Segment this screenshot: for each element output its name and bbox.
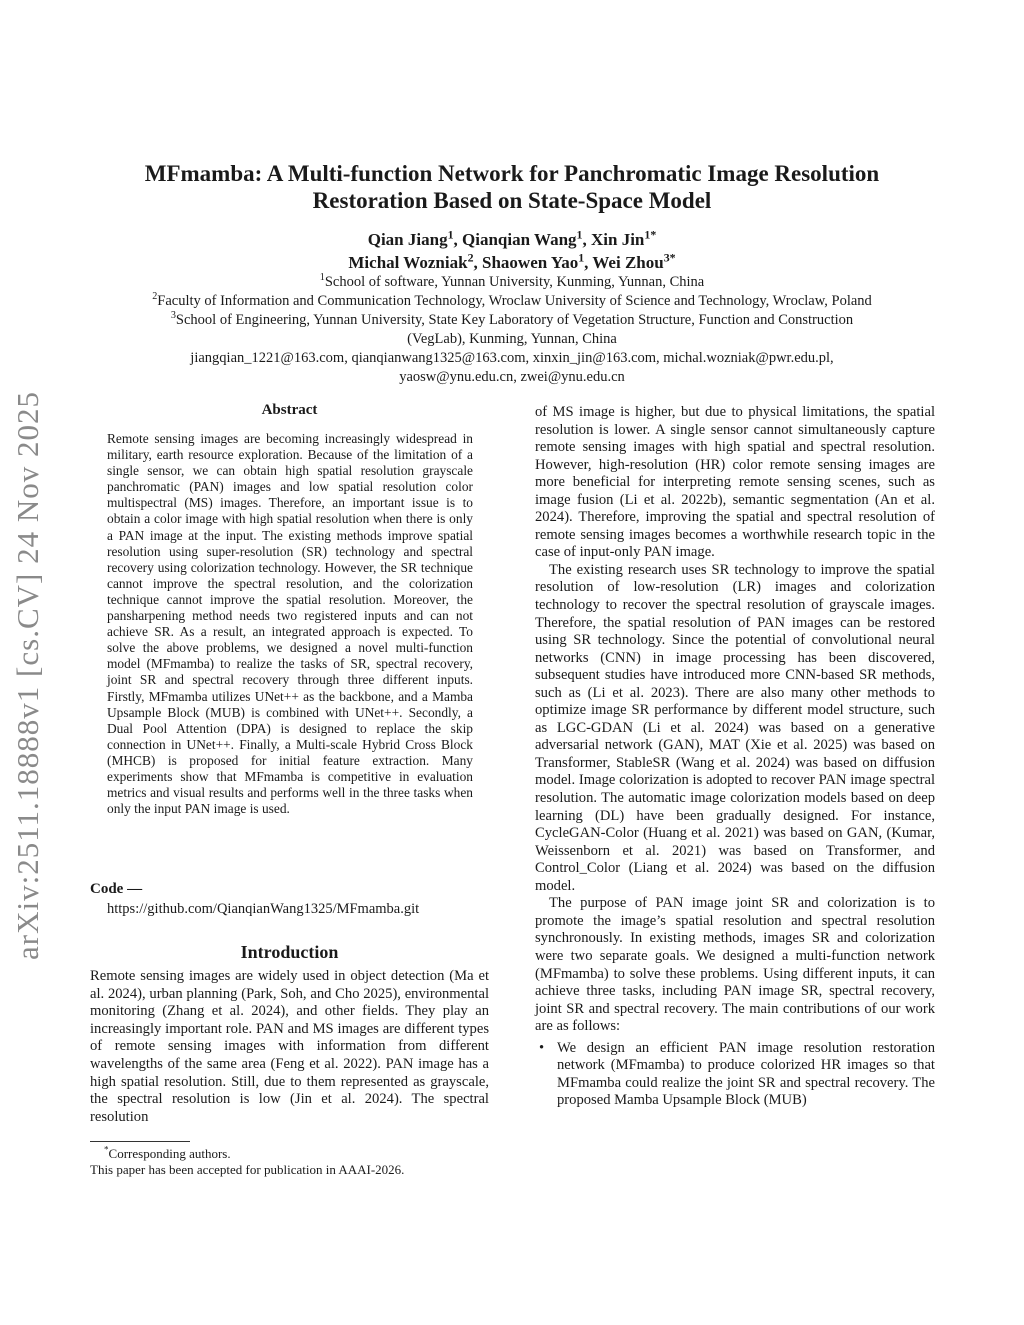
affiliation-1: $^1$School of software, Yunnan University, Kunming, Yunnan, China <box>319 272 705 290</box>
author-emails-1: jiangqian_1221@163.com, qianqianwang1325@163.com, xinxin_jin@163.com, michal.wozniak@pwr.edu.pl, <box>190 350 834 366</box>
paper-title <box>60 160 964 214</box>
contribution-bullet <box>535 1040 935 1110</box>
abstract-body: Remote sensing images are becoming increasingly widespread in military, earth resource exploration. Because of the limitation of a single sensor, we can obtain high spatial resolution grayscale panchromatic (PAN) images and low spatial resolution color multispectral (MS) images. Therefore, an important issue is to obtain a color image with high spatial resolution when there is only a PAN image at the input. The existing methods improve spatial resolution using super-resolution (SR) technology and spectral recovery using colorization technology. However, the SR technique cannot improve the spectral resolution, and the colorization technique cannot improve the spatial resolution. Moreover, the pansharpening method needs two registered inputs and can not achieve SR. As a result, an integrated approach is expected. To solve the above problems, we designed a novel multi-function model (MFmamba) to realize the tasks of SR, spectral recovery, joint SR and spectral recovery through three different inputs. Firstly, MFmamba utilizes UNet++ as the backbone, and a Mamba Upsample Block (MUB) is combined with UNet++. Secondly, a Dual Pool Attention (DPA) is designed to replace the skip connection in UNet++. Finally, a Multi-scale Hybrid Cross Block (MHCB) is proposed for initial feature extraction. Many experiments show that MFmamba is competitive in evaluation metrics and visual results and performs well in the three tasks when only the input PAN image is used. <box>107 431 473 817</box>
title-line-2: Restoration Based on State-Space Model <box>312 188 712 213</box>
author-affil-mark: 1* <box>644 227 657 242</box>
arxiv-side-stamp: arXiv:2511.18888v1 [cs.CV] 24 Nov 2025 <box>10 391 45 960</box>
author-list <box>60 228 964 274</box>
author-affil-mark: 2 <box>467 250 474 265</box>
author-name: Qianqian Wang <box>462 230 577 249</box>
affiliation-2: $^2$Faculty of Information and Communication Technology, Wroclaw University of Science and Technology, Wroclaw, Poland <box>152 291 872 309</box>
bullet-icon: • <box>539 1039 545 1056</box>
author-name: Xin Jin <box>590 230 645 249</box>
intro-paragraph: The existing research uses SR technology to improve the spatial resolution of low-resolution (LR) images and colorization technology to recover the spectral resolution of grayscale images. Therefore, the spatial resolution of PAN images can be restored using SR technology. Since the potential of convolutional neural networks (CNN) in image processing has been discovered, subsequent studies have introduced more CNN-based SR methods, such as (Li et al. 2023). There are also many other methods to optimize image SR performance by different model structure, such as LGC-GDAN (Li et al. 2024) was based on a generative adversarial network (GAN), MAT (Xie et al. 2025) was based on Transformer, StableSR (Wang et al. 2024) was based on diffusion model. Image colorization is adopted to recover PAN image spectral resolution. The automatic image colorization models based on deep learning (DL) have been gradually designed. For instance, CycleGAN-Color (Huang et al. 2021) was based on GAN, (Kumar, Weissenborn et al. 2021) was based on Transformer, and Control_Color (Liang et al. 2024) was based on the diffusion model. <box>535 561 935 894</box>
author-line-1: Qian Jiang$^1$, Qianqian Wang$^1$, Xin Jin$^{1*}$ <box>367 227 657 249</box>
author-name: Michal Wozniak <box>348 253 468 272</box>
title-line-1: MFmamba: A Multi-function Network for Panchromatic Image Resolution <box>144 161 880 186</box>
author-line-2: Michal Wozniak$^2$, Shaowen Yao$^1$, Wei Zhou$^{3*}$ <box>348 250 676 272</box>
introduction-heading: Introduction <box>240 942 339 962</box>
introduction-left-text: Remote sensing images are widely used in object detection (Ma et al. 2024), urban planning (Park, Soh, and Cho 2025), environmental monitoring (Zhang et al. 2024), and other fields. They play an increasingly important role. PAN and MS images are different types of remote sensing images with information from different wavelengths of the same area (Feng et al. 2022). PAN image has a high spatial resolution. Still, due to them represented as grayscale, the spectral resolution is low (Jin et al. 2024). The spectral resolution <box>90 968 489 1125</box>
affiliations <box>60 273 964 387</box>
author-affil-mark: 3* <box>663 250 676 265</box>
author-name: Wei Zhou <box>592 253 664 272</box>
author-name: Qian Jiang <box>367 230 448 249</box>
author-name: Shaowen Yao <box>482 253 579 272</box>
code-link[interactable]: https://github.com/QianqianWang1325/MFmamba.git <box>107 901 420 917</box>
author-affil-mark: 1 <box>447 227 454 242</box>
intro-paragraph: The purpose of PAN image joint SR and colorization is to promote the image’s spatial resolution and spectral resolution synchronously. In existing methods, images SR and colorization were two separate goals. We designed a multi-function network (MFmamba) to solve these problems. Using different inputs, it can achieve three tasks, including PAN image SR, spectral recovery, joint SR and spectral recovery. The main contributions of our work are as follows: <box>535 895 935 1035</box>
introduction-right-column <box>535 404 935 1110</box>
footnote-corresponding: *Corresponding authors. <box>104 1144 231 1161</box>
footnote-rule <box>90 1141 190 1142</box>
affiliation-3-cont: (VegLab), Kunming, Yunnan, China <box>407 331 617 347</box>
intro-paragraph: of MS image is higher, but due to physical limitations, the spatial resolution is lower. A single sensor cannot simultaneously capture remote sensing images with high spatial and spectral resolution. However, high-resolution (HR) color remote sensing images are more beneficial for interpreting remote sensing scenes, such as image fusion (Li et al. 2022b), semantic segmentation (An et al. 2024). Therefore, improving the spatial and spectral resolution of remote sensing images becomes a worthwhile research topic in the case of input-only PAN image. <box>535 404 935 561</box>
author-emails-2: yaosw@ynu.edu.cn, zwei@ynu.edu.cn <box>399 369 625 385</box>
affiliation-3: $^3$School of Engineering, Yunnan University, State Key Laboratory of Vegetation Structure, Function and Construction <box>170 310 854 328</box>
author-affil-mark: 1 <box>578 250 585 265</box>
author-affil-mark: 1 <box>576 227 583 242</box>
abstract-heading: Abstract <box>261 402 318 418</box>
footnote-accepted: This paper has been accepted for publication in AAAI-2026. <box>90 1162 405 1177</box>
contribution-text: We design an efficient PAN image resolution restoration network (MFmamba) to produce colorized HR images so that MFmamba could realize the joint SR and spectral recovery. The proposed Mamba Upsample Block (MUB) <box>557 1039 935 1109</box>
code-heading: Code — <box>90 881 143 897</box>
